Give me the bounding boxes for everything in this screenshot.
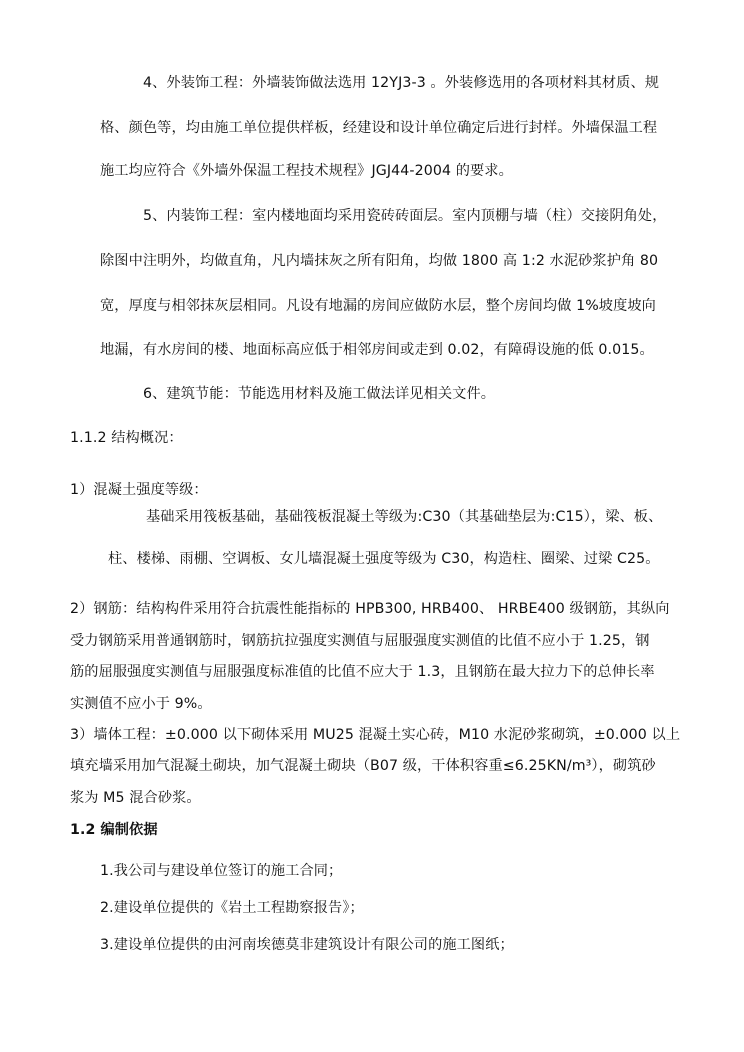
compilation-basis-item-1: 1.我公司与建设单位签订的施工合同； xyxy=(100,863,343,879)
exterior-decoration-line-2: 格、颜色等，均由施工单位提供样板，经建设和设计单位确定后进行封样。外墙保温工程 xyxy=(100,120,658,136)
concrete-grade-line-1: 基础采用筏板基础，基础筏板混凝土等级为:C30（其基础垫层为:C15），梁、板、 xyxy=(146,509,663,525)
wall-works-line-2: 填充墙采用加气混凝土砌块，加气混凝土砌块（B07 级，干体积容重≤6.25KN/m³），砌筑砂 xyxy=(70,758,656,774)
exterior-decoration-line-3: 施工均应符合《外墙外保温工程技术规程》JGJ44-2004 的要求。 xyxy=(100,163,513,179)
concrete-grade-heading: 1）混凝土强度等级： xyxy=(70,482,208,498)
rebar-line-3: 筋的屈服强度实测值与屈服强度标准值的比值不应大于 1.3，且钢筋在最大拉力下的总伸长率 xyxy=(70,664,655,680)
energy-saving-line: 6、建筑节能：节能选用材料及施工做法详见相关文件。 xyxy=(143,386,496,402)
compilation-basis-heading: 1.2 编制依据 xyxy=(70,822,158,838)
wall-works-line-1: 3）墙体工程：±0.000 以下砌体采用 MU25 混凝土实心砖，M10 水泥砂浆砌筑，±0.000 以上 xyxy=(70,727,681,743)
interior-decoration-line-3: 宽，厚度与相邻抹灰层相同。凡设有地漏的房间应做防水层，整个房间均做 1%坡度坡向 xyxy=(100,298,656,314)
rebar-line-4: 实测值不应小于 9%。 xyxy=(70,696,212,712)
compilation-basis-item-2: 2.建设单位提供的《岩土工程勘察报告》； xyxy=(100,900,364,916)
rebar-line-2: 受力钢筋采用普通钢筋时，钢筋抗拉强度实测值与屈服强度实测值的比值不应小于 1.25，钢 xyxy=(70,633,650,649)
interior-decoration-line-2: 除图中注明外，均做直角，凡内墙抹灰之所有阳角，均做 1800 高 1:2 水泥砂浆护角 80 xyxy=(100,253,659,269)
concrete-grade-line-2: 柱、楼梯、雨棚、空调板、女儿墙混凝土强度等级为 C30，构造柱、圈梁、过梁 C25。 xyxy=(108,551,660,567)
compilation-basis-item-3: 3.建设单位提供的由河南埃德莫非建筑设计有限公司的施工图纸； xyxy=(100,937,514,953)
exterior-decoration-line-1: 4、外装饰工程：外墙装饰做法选用 12YJ3-3 。外装修选用的各项材料其材质、规 xyxy=(143,75,660,91)
structure-overview-heading: 1.1.2 结构概况： xyxy=(70,430,183,446)
wall-works-line-3: 浆为 M5 混合砂浆。 xyxy=(70,790,201,806)
interior-decoration-line-4: 地漏，有水房间的楼、地面标高应低于相邻房间或走到 0.02，有障碍设施的低 0.015。 xyxy=(100,342,654,358)
rebar-line-1: 2）钢筋：结构构件采用符合抗震性能指标的 HPB300, HRB400、 HRBE400 级钢筋，其纵向 xyxy=(70,601,670,617)
interior-decoration-line-1: 5、内装饰工程：室内楼地面均采用瓷砖砖面层。室内顶棚与墙（柱）交接阴角处， xyxy=(143,208,667,224)
